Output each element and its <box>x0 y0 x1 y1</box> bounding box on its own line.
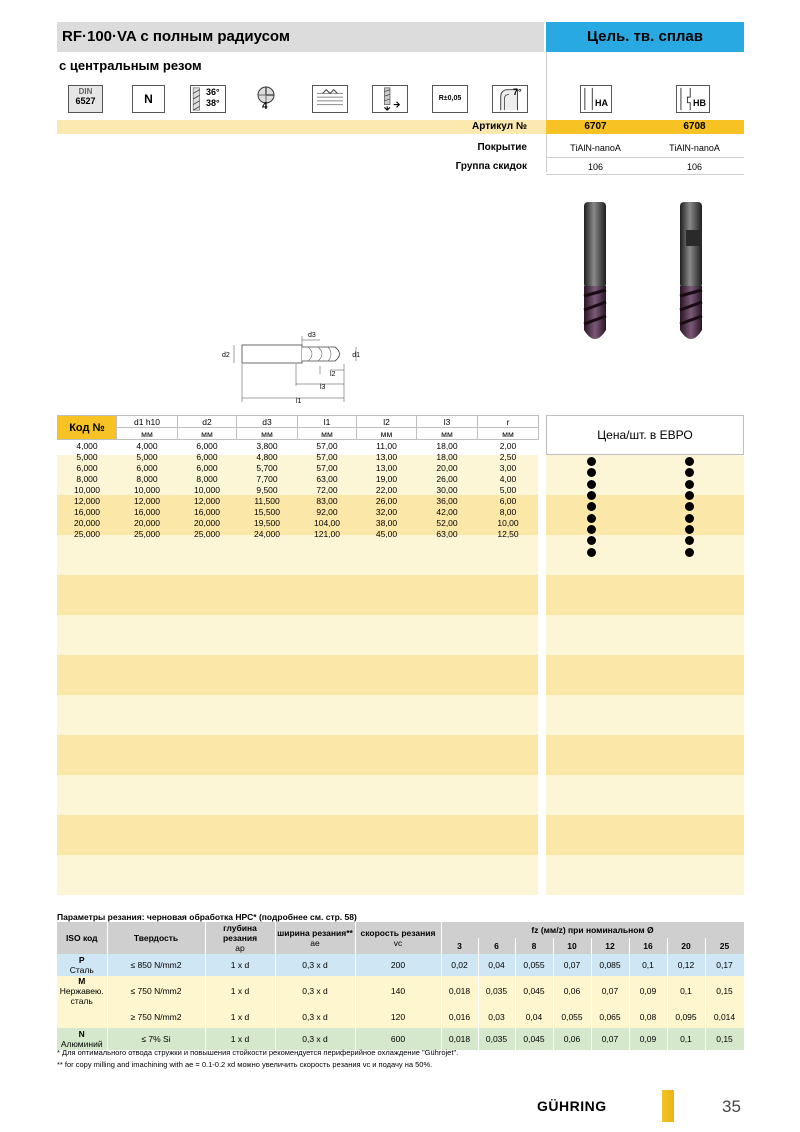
dim-cell: 12,50 <box>497 528 519 539</box>
fz-cell: 0,055 <box>515 954 553 976</box>
iso-cell <box>57 976 107 1006</box>
params-title: Параметры резания: черновая обработка HPC* (подробнее см. стр. 58) <box>57 912 357 922</box>
surface-icon <box>312 85 348 113</box>
fz-cell: 0,08 <box>629 1006 667 1028</box>
dim-cell: 12,000 <box>134 495 160 506</box>
table-row <box>58 517 539 528</box>
iso-code: N <box>78 1029 85 1039</box>
code-cell: 8,000 <box>76 473 98 484</box>
dim-cell: 20,000 <box>134 517 160 528</box>
table-band <box>57 815 538 855</box>
din-label: DIN <box>78 87 93 96</box>
fz-cell: 0,17 <box>705 954 744 976</box>
dim-cell: 10,000 <box>134 484 160 495</box>
dim-cell: 26,00 <box>375 495 398 506</box>
dim-cell: 121,00 <box>314 528 340 539</box>
table-row <box>58 484 539 495</box>
brand-bar <box>662 1090 674 1122</box>
table-band <box>57 575 538 615</box>
speed-header <box>355 922 441 954</box>
code-cell: 5,000 <box>76 451 98 462</box>
fz-cell: 0,15 <box>705 976 744 1006</box>
unit-header: мм <box>417 428 478 440</box>
fz-cell: 0,055 <box>553 1006 591 1028</box>
hardness-cell: ≤ 850 N/mm2 <box>107 954 205 976</box>
fz-cell: 0,1 <box>667 1028 705 1050</box>
iso-cell <box>57 1006 107 1028</box>
price-band <box>546 695 744 735</box>
dim-cell: 52,00 <box>436 517 458 528</box>
dim-cell: 13,00 <box>375 462 398 473</box>
dim-cell: 20,00 <box>436 462 458 473</box>
col-header: r <box>478 416 539 428</box>
price-band <box>546 735 744 775</box>
availability-dot <box>685 548 694 557</box>
availability-dot <box>685 480 694 489</box>
code-cell: 6,000 <box>76 462 98 473</box>
col-header: d2 <box>178 416 237 428</box>
vc-cell: 140 <box>355 976 441 1006</box>
dim-cell: 8,000 <box>136 473 158 484</box>
unit-header: мм <box>178 428 237 440</box>
table-band <box>57 855 538 895</box>
diameter-header: 6 <box>478 938 515 954</box>
divider <box>546 52 547 172</box>
dim-cell: 57,00 <box>316 451 338 462</box>
page-subtitle: с центральным резом <box>59 58 202 73</box>
dim-cell: 25,000 <box>194 528 220 539</box>
code-cell: 20,000 <box>74 517 100 528</box>
tolerance-label: R±0,05 <box>438 95 462 102</box>
price-header: Цена/шт. в ЕВРО <box>546 415 744 455</box>
dim-cell: 57,00 <box>316 440 338 451</box>
fz-cell: 0,09 <box>629 1028 667 1050</box>
dim-label: d2 <box>222 352 230 359</box>
dim-cell: 2,50 <box>499 451 517 462</box>
unit-header: мм <box>117 428 178 440</box>
fz-cell: 0,014 <box>705 1006 744 1028</box>
price-band <box>546 615 744 655</box>
din-number: 6527 <box>75 96 96 106</box>
vc-cell: 200 <box>355 954 441 976</box>
diameter-header: 12 <box>591 938 629 954</box>
fz-cell: 0,07 <box>591 1028 629 1050</box>
dim-cell: 30,00 <box>436 484 458 495</box>
dim-cell: 25,000 <box>134 528 160 539</box>
iso-header: ISO код <box>57 922 107 954</box>
article-label: Артикул № <box>472 121 527 132</box>
availability-dot <box>587 548 596 557</box>
price-band <box>546 575 744 615</box>
unit-header: мм <box>298 428 357 440</box>
dim-cell: 15,500 <box>254 506 280 517</box>
fz-cell: 0,07 <box>553 954 591 976</box>
radius-tolerance-icon <box>432 85 468 113</box>
diameter-header: 25 <box>705 938 744 954</box>
diameter-header: 16 <box>629 938 667 954</box>
shank-hb-label: HB <box>693 98 706 108</box>
discount-ha: 106 <box>587 162 604 172</box>
tool-image-hb <box>674 200 710 348</box>
price-band <box>546 495 744 535</box>
table-row <box>58 440 539 452</box>
dim-cell: 10,00 <box>497 517 519 528</box>
ae-cell: 0,3 x d <box>275 1006 355 1028</box>
diameter-header: 3 <box>441 938 478 954</box>
code-header: Код № <box>58 416 117 440</box>
type-badge <box>132 85 165 113</box>
dim-label: l1 <box>296 398 302 405</box>
width-label: ширина резания** <box>277 928 353 938</box>
hardness-cell: ≤ 7% Si <box>107 1028 205 1050</box>
dim-cell: 3,800 <box>256 440 278 451</box>
ae-cell: 0,3 x d <box>275 954 355 976</box>
hardness-cell: ≥ 750 N/mm2 <box>107 1006 205 1028</box>
table-row <box>58 473 539 484</box>
iso-material: Алюминий <box>60 1039 103 1049</box>
param-row <box>57 954 744 976</box>
fz-cell: 0,1 <box>667 976 705 1006</box>
dim-cell: 4,800 <box>256 451 278 462</box>
dim-cell: 6,000 <box>196 451 218 462</box>
col-header: l1 <box>298 416 357 428</box>
code-cell: 12,000 <box>74 495 100 506</box>
speed-label: скорость резания <box>360 928 436 938</box>
shank-hb-icon <box>676 85 710 113</box>
hardness-cell: ≤ 750 N/mm2 <box>107 976 205 1006</box>
price-band <box>546 455 744 495</box>
brand-logo: GÜHRING <box>537 1098 607 1114</box>
dim-cell: 18,00 <box>436 440 458 451</box>
iso-cell <box>57 1028 107 1050</box>
width-header <box>275 922 355 954</box>
vc-cell: 120 <box>355 1006 441 1028</box>
dim-cell: 13,00 <box>375 451 398 462</box>
dim-cell: 6,000 <box>196 462 218 473</box>
dim-cell: 57,00 <box>316 462 338 473</box>
fz-cell: 0,045 <box>515 1028 553 1050</box>
table-band <box>57 535 538 575</box>
fz-cell: 0,07 <box>591 976 629 1006</box>
diameter-header: 20 <box>667 938 705 954</box>
dim-cell: 26,00 <box>436 473 458 484</box>
dim-cell: 9,500 <box>256 484 278 495</box>
iso-cell <box>57 954 107 976</box>
availability-dot <box>587 457 596 466</box>
dim-cell: 45,00 <box>375 528 398 539</box>
dim-cell: 4,000 <box>136 440 158 451</box>
dim-cell: 63,00 <box>436 528 458 539</box>
shank-angle-icon <box>492 85 528 113</box>
param-row <box>57 1006 744 1028</box>
fz-header: fz (мм/z) при номинальном Ø <box>441 922 744 938</box>
dim-cell: 38,00 <box>375 517 398 528</box>
fz-cell: 0,095 <box>667 1006 705 1028</box>
availability-dot <box>587 491 596 500</box>
din-badge <box>68 85 103 113</box>
dim-cell: 19,500 <box>254 517 280 528</box>
fz-cell: 0,065 <box>591 1006 629 1028</box>
dim-cell: 5,700 <box>256 462 278 473</box>
col-header: d1 h10 <box>117 416 178 428</box>
fz-cell: 0,018 <box>441 1028 478 1050</box>
type-label: N <box>144 92 153 106</box>
page-number: 35 <box>722 1097 741 1116</box>
fz-cell: 0,06 <box>553 976 591 1006</box>
vc-cell: 600 <box>355 1028 441 1050</box>
fz-cell: 0,06 <box>553 1028 591 1050</box>
coating-hb: TiAlN-nanoA <box>669 143 720 153</box>
table-band <box>57 735 538 775</box>
ap-cell: 1 x d <box>205 976 275 1006</box>
page-title: RF·100·VA с полным радиусом <box>62 28 290 45</box>
table-band <box>57 695 538 735</box>
code-cell: 25,000 <box>74 528 100 539</box>
table-row <box>58 506 539 517</box>
param-row <box>57 1028 744 1050</box>
discount-label: Группа скидок <box>455 161 527 172</box>
table-band <box>57 655 538 695</box>
iso-code: P <box>78 955 85 965</box>
helix-angle-2: 38° <box>206 98 220 108</box>
price-band <box>546 535 744 575</box>
unit-header: мм <box>357 428 417 440</box>
dim-cell: 63,00 <box>316 473 338 484</box>
table-row <box>58 462 539 473</box>
fz-cell: 0,016 <box>441 1006 478 1028</box>
speed-symbol: vc <box>393 938 403 948</box>
dim-label: d3 <box>308 332 316 339</box>
shank-ha-label: HA <box>595 98 608 108</box>
fz-cell: 0,035 <box>478 976 515 1006</box>
depth-label: глубина резания <box>222 923 258 943</box>
material-label: Цель. тв. сплав <box>587 28 703 45</box>
dim-cell: 2,00 <box>499 440 517 451</box>
coating-ha: TiAlN-nanoA <box>570 143 621 153</box>
table-row <box>58 528 539 539</box>
fz-cell: 0,04 <box>515 1006 553 1028</box>
dim-cell: 6,000 <box>196 440 218 451</box>
shank-ha-icon <box>580 85 612 113</box>
divider <box>546 157 744 158</box>
availability-dot <box>685 514 694 523</box>
iso-code: M <box>78 976 86 986</box>
dimension-diagram <box>220 326 360 406</box>
dim-cell: 36,00 <box>436 495 458 506</box>
price-band <box>546 655 744 695</box>
dim-cell: 8,000 <box>196 473 218 484</box>
dim-cell: 22,00 <box>375 484 398 495</box>
ae-cell: 0,3 x d <box>275 976 355 1006</box>
iso-material: Сталь <box>69 965 94 975</box>
depth-header <box>205 922 275 954</box>
helix-angle-1: 36° <box>206 87 220 97</box>
plunge-icon <box>372 85 408 113</box>
col-header: l3 <box>417 416 478 428</box>
discount-hb: 106 <box>686 162 703 172</box>
hardness-header: Твердость <box>107 922 205 954</box>
fz-cell: 0,1 <box>629 954 667 976</box>
footnote-2: ** for copy milling and imachining with ae = 0.1-0.2 xd можно увеличить скорость резания vc и подачу на 50%. <box>57 1060 433 1069</box>
dim-cell: 20,000 <box>194 517 220 528</box>
ae-cell: 0,3 x d <box>275 1028 355 1050</box>
dim-label: l2 <box>330 371 336 378</box>
ap-cell: 1 x d <box>205 1006 275 1028</box>
dim-cell: 11,00 <box>376 440 397 451</box>
availability-dot <box>587 514 596 523</box>
fz-cell: 0,085 <box>591 954 629 976</box>
dim-cell: 5,000 <box>136 451 158 462</box>
unit-header: мм <box>478 428 539 440</box>
availability-dot <box>685 491 694 500</box>
dim-cell: 32,00 <box>375 506 398 517</box>
col-header: d3 <box>237 416 298 428</box>
fz-cell: 0,045 <box>515 976 553 1006</box>
price-band <box>546 775 744 815</box>
table-row <box>58 451 539 462</box>
dim-cell: 18,00 <box>436 451 458 462</box>
cutting-params-table <box>57 922 745 1050</box>
dim-cell: 24,000 <box>254 528 280 539</box>
dim-cell: 10,000 <box>194 484 220 495</box>
param-row <box>57 976 744 1006</box>
dim-cell: 5,00 <box>499 484 517 495</box>
article-6708: 6708 <box>683 121 706 132</box>
depth-symbol: ap <box>235 943 245 953</box>
fz-cell: 0,04 <box>478 954 515 976</box>
unit-header: мм <box>237 428 298 440</box>
dim-cell: 11,500 <box>254 495 280 506</box>
code-cell: 10,000 <box>74 484 100 495</box>
ap-cell: 1 x d <box>205 1028 275 1050</box>
dim-cell: 6,00 <box>499 495 517 506</box>
iso-material: Нержавею. сталь <box>59 986 104 1006</box>
ap-cell: 1 x d <box>205 954 275 976</box>
tool-image-ha <box>578 200 614 348</box>
table-band <box>57 775 538 815</box>
availability-dot <box>587 480 596 489</box>
footnote-1: * Для оптимального отвода стружки и повышения стойкости рекомендуется периферийное охлаждение "Gührojet". <box>57 1048 459 1057</box>
dim-cell: 42,00 <box>436 506 458 517</box>
angle-label: 7° <box>513 87 522 97</box>
price-band <box>546 815 744 855</box>
dim-cell: 16,000 <box>134 506 160 517</box>
fz-cell: 0,035 <box>478 1028 515 1050</box>
dim-cell: 6,000 <box>136 462 158 473</box>
col-header: l2 <box>357 416 417 428</box>
divider <box>546 174 744 175</box>
fz-cell: 0,02 <box>441 954 478 976</box>
dim-cell: 12,000 <box>194 495 220 506</box>
dim-cell: 92,00 <box>316 506 338 517</box>
dimensions-table <box>57 415 539 539</box>
dim-cell: 72,00 <box>316 484 338 495</box>
diameter-header: 10 <box>553 938 591 954</box>
dim-cell: 16,000 <box>194 506 220 517</box>
fz-cell: 0,12 <box>667 954 705 976</box>
flute-count: 4 <box>262 101 268 112</box>
dim-cell: 104,00 <box>314 517 340 528</box>
price-band <box>546 855 744 895</box>
fz-cell: 0,09 <box>629 976 667 1006</box>
code-cell: 16,000 <box>74 506 100 517</box>
dim-cell: 4,00 <box>499 473 517 484</box>
dim-cell: 8,00 <box>499 506 517 517</box>
fz-cell: 0,03 <box>478 1006 515 1028</box>
dim-label: l3 <box>320 384 326 391</box>
width-symbol: ae <box>310 938 320 948</box>
dim-cell: 19,00 <box>375 473 398 484</box>
availability-dot <box>685 457 694 466</box>
coating-label: Покрытие <box>477 142 527 153</box>
diameter-header: 8 <box>515 938 553 954</box>
dim-cell: 3,00 <box>499 462 517 473</box>
dim-label: d1 <box>352 352 360 359</box>
dim-cell: 83,00 <box>316 495 338 506</box>
table-band <box>57 615 538 655</box>
table-row <box>58 495 539 506</box>
fz-cell: 0,018 <box>441 976 478 1006</box>
article-6707: 6707 <box>584 121 607 132</box>
helix-angle-icon <box>190 85 226 113</box>
code-cell: 4,000 <box>76 440 98 451</box>
fz-cell: 0,15 <box>705 1028 744 1050</box>
flutes-icon <box>248 85 284 113</box>
dim-cell: 7,700 <box>256 473 278 484</box>
